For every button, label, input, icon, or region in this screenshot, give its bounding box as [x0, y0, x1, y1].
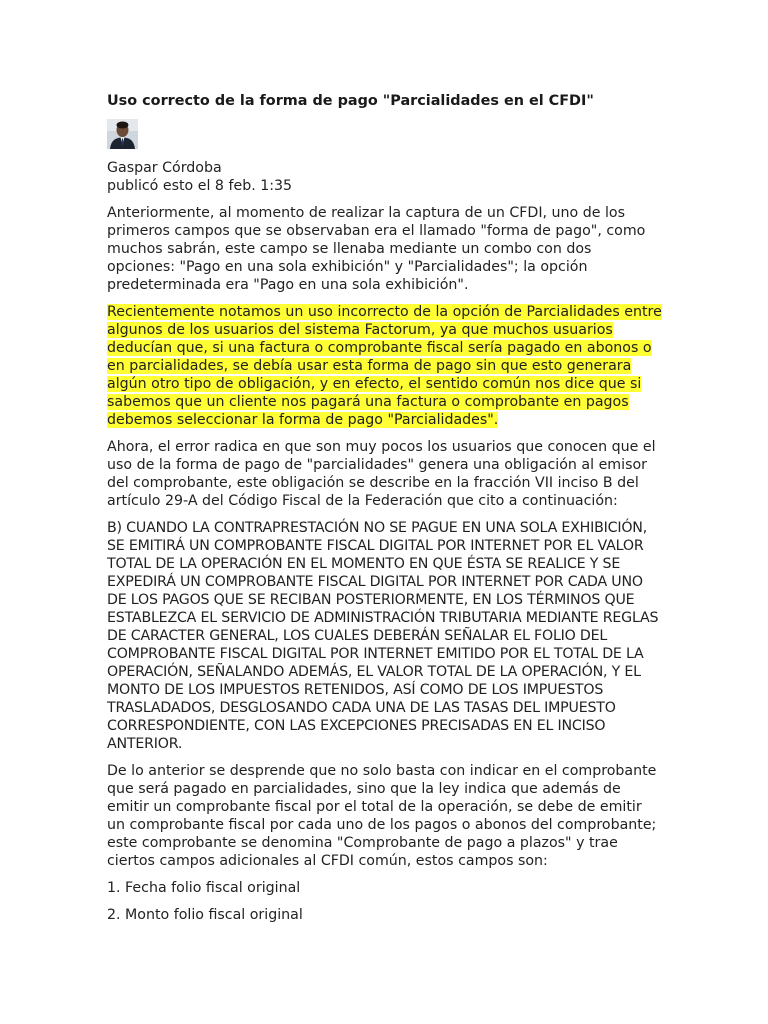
paragraph-error-explanation: Ahora, el error radica en que son muy pocos los usuarios que conocen que el uso de la forma de pago de "parcialidades" genera una obligación al emisor del comprobante, este obligación se describe en la fracción VII inciso B del artículo 29-A del Código Fiscal de la Federación que cito a continuación: — [107, 439, 656, 509]
article-meta — [107, 159, 292, 195]
author-avatar[interactable] — [107, 119, 138, 149]
paragraph-conclusion: De lo anterior se desprende que no solo basta con indicar en el comprobante que será pagado en parcialidades, sino que la ley indica que además de emitir un comprobante fiscal por el total de la operación, se debe de emitir un comprobante fiscal por cada uno de los pagos o abonos del comprobante; este comprobante se denomina "Comprobante de pago a plazos" y trae ciertos campos adicionales al CFDI común, estos campos son: — [107, 763, 657, 869]
highlighted-text: Recientemente notamos un uso incorrecto de la opción de Parcialidades entre algunos de los usuarios del sistema Factorum, ya que muchos usuarios deducían que, si una factura o comprobante fiscal sería pagado en abonos o en parcialidades, se debía usar esta forma de pago sin que esto generara algún otro tipo de obligación, y en efecto, el sentido común nos dice que si sabemos que un cliente nos pagará una factura o comprobante en pagos debemos seleccionar la forma de pago "Parcialidades". — [107, 304, 662, 428]
list-item: 1. Fecha folio fiscal original — [107, 880, 301, 896]
paragraph-legal-quote: B) CUANDO LA CONTRAPRESTACIÓN NO SE PAGUE EN UNA SOLA EXHIBICIÓN, SE EMITIRÁ UN COMPROBANTE FISCAL DIGITAL POR INTERNET POR EL VALOR TOTAL DE LA OPERACIÓN EN EL MOMENTO EN QUE ÉSTA SE REALICE Y SE EXPEDIRÁ UN COMPROBANTE FISCAL DIGITAL POR INTERNET POR CADA UNO DE LOS PAGOS QUE SE RECIBAN POSTERIORMENTE, EN LOS TÉRMINOS QUE ESTABLEZCA EL SERVICIO DE ADMINISTRACIÓN TRIBUTARIA MEDIANTE REGLAS DE CARACTER GENERAL, LOS CUALES DEBERÁN SEÑALAR EL FOLIO DEL COMPROBANTE FISCAL DIGITAL POR INTERNET EMITIDO POR EL TOTAL DE LA OPERACIÓN, SEÑALANDO ADEMÁS, EL VALOR TOTAL DE LA OPERACIÓN, Y EL MONTO DE LOS IMPUESTOS RETENIDOS, ASÍ COMO DE LOS IMPUESTOS TRASLADADOS, DESGLOSANDO CADA UNA DE LAS TASAS DEL IMPUESTO CORRESPONDIENTE, CON LAS EXCEPCIONES PRECISADAS EN EL INCISO ANTERIOR. — [107, 520, 659, 752]
paragraph-intro: Anteriormente, al momento de realizar la captura de un CFDI, uno de los primeros campos que se observaban era el llamado "forma de pago", como muchos sabrán, este campo se llenaba mediante un combo con dos opciones: "Pago en una sola exhibición" y "Parcialidades"; la opción predeterminada era "Pago en una sola exhibición". — [107, 205, 646, 293]
author-name[interactable]: Gaspar Córdoba — [107, 160, 222, 176]
paragraph-highlighted — [107, 303, 663, 429]
list-item: 2. Monto folio fiscal original — [107, 907, 303, 923]
article-title: Uso correcto de la forma de pago "Parcialidades en el CFDI" — [107, 93, 594, 109]
publish-date: publicó esto el 8 feb. 1:35 — [107, 178, 293, 194]
article-body — [107, 204, 663, 933]
avatar-photo-icon — [107, 119, 138, 149]
